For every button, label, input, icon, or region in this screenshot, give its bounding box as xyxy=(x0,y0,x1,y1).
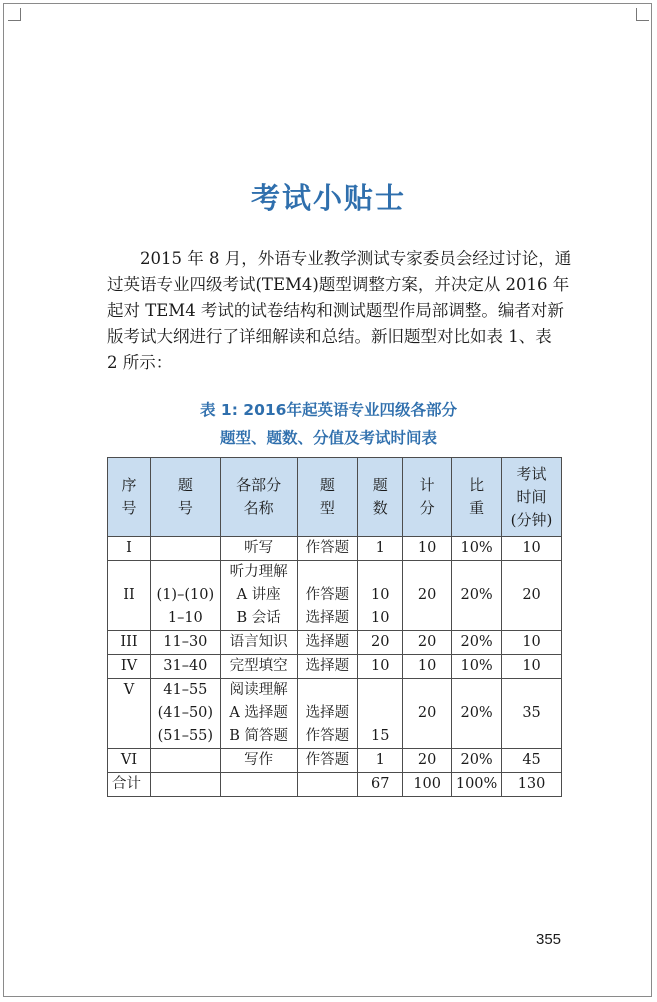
exam-structure-table xyxy=(107,457,562,797)
table-cell-seq: III xyxy=(108,631,151,655)
table-cell-name xyxy=(220,679,297,749)
column-header-line: (分钟) xyxy=(510,510,553,529)
column-header xyxy=(220,458,297,537)
table-caption-line2: 题型、题数、分值及考试时间表 xyxy=(219,429,437,447)
table-cell-line: 10 xyxy=(371,587,390,603)
table-row xyxy=(108,561,562,631)
table-caption-line1: 表 1: 2016年起英语专业四级各部分 xyxy=(200,401,457,419)
table-cell-line: 听力理解 xyxy=(229,564,288,580)
table-cell-count xyxy=(358,773,403,797)
column-header xyxy=(502,458,562,537)
column-header-line: 题 xyxy=(319,476,335,494)
column-header xyxy=(403,458,452,537)
table-cell-line: 听写 xyxy=(244,540,274,556)
table-cell-time: 35 xyxy=(502,679,562,749)
table-cell-name xyxy=(220,631,297,655)
table-cell-seq: I xyxy=(108,537,151,561)
paragraph-line: 2 所示： xyxy=(107,353,173,372)
table-cell-count xyxy=(358,655,403,679)
table-cell-score: 20 xyxy=(403,679,452,749)
paragraph-line: 过英语专业四级考试(TEM4)题型调整方案，并决定从 2016 年 xyxy=(107,275,570,294)
column-header-line: 分 xyxy=(419,499,435,517)
table-cell-line: 1–10 xyxy=(167,610,203,626)
table-cell-score: 10 xyxy=(403,655,452,679)
table-cell-line: 1 xyxy=(375,752,385,768)
column-header-line: 计 xyxy=(419,476,435,494)
column-header-line: 名称 xyxy=(243,499,274,517)
table-cell-line: B 简答题 xyxy=(229,728,288,744)
intro-paragraph xyxy=(107,246,575,376)
column-header xyxy=(108,458,151,537)
table-cell-line: 15 xyxy=(371,728,390,744)
table-cell-line: 1 xyxy=(375,540,385,556)
table-cell-range xyxy=(150,773,220,797)
table-cell-time: 130 xyxy=(502,773,562,797)
column-header-line: 题 xyxy=(177,476,193,494)
paragraph-line: 2015 年 8 月，外语专业教学测试专家委员会经过讨论，通 xyxy=(140,249,572,268)
table-cell-weight: 20% xyxy=(452,749,502,773)
table-cell-line: 选择题 xyxy=(305,610,350,626)
crop-mark-top-right xyxy=(636,8,649,21)
table-row xyxy=(108,537,562,561)
table-cell-line: B 会话 xyxy=(236,610,281,626)
table-cell-count xyxy=(358,679,403,749)
page-title: 考试小贴士 xyxy=(250,181,406,215)
table-header-row xyxy=(108,458,562,537)
table-cell-time: 20 xyxy=(502,561,562,631)
column-header-line: 时间 xyxy=(516,487,547,506)
table-cell-seq: 合计 xyxy=(108,773,151,797)
table-cell-line: 作答题 xyxy=(305,752,350,768)
table-cell-line: 写作 xyxy=(244,752,274,768)
table-cell-line: 41–55 xyxy=(163,682,208,698)
table-cell-seq: V xyxy=(108,679,151,749)
table-cell-range xyxy=(150,561,220,631)
table-cell-line: 选择题 xyxy=(305,705,350,721)
column-header xyxy=(297,458,358,537)
table-row xyxy=(108,749,562,773)
table-cell-score: 10 xyxy=(403,537,452,561)
table-cell-name xyxy=(220,561,297,631)
column-header-line: 序 xyxy=(121,476,137,494)
table-cell-type xyxy=(297,561,358,631)
table-cell-name xyxy=(220,537,297,561)
table-cell-line: (51–55) xyxy=(157,728,214,744)
table-cell-time: 45 xyxy=(502,749,562,773)
table-cell-name xyxy=(220,773,297,797)
table-cell-seq: II xyxy=(108,561,151,631)
table-cell-range xyxy=(150,679,220,749)
table-cell-range xyxy=(150,631,220,655)
table-cell-count xyxy=(358,749,403,773)
table-cell-line: 作答题 xyxy=(305,728,350,744)
table-cell-name xyxy=(220,749,297,773)
column-header-line: 考试 xyxy=(516,464,547,483)
table-cell-line: 阅读理解 xyxy=(229,682,288,698)
column-header-line: 比 xyxy=(469,476,485,494)
table-cell-line: 31–40 xyxy=(163,658,208,674)
table-cell-type xyxy=(297,749,358,773)
table-cell-line: 作答题 xyxy=(305,540,350,556)
table-cell-weight: 10% xyxy=(452,537,502,561)
table-cell-type xyxy=(297,679,358,749)
crop-mark-top-left xyxy=(8,8,21,21)
table-cell-type xyxy=(297,537,358,561)
column-header-line: 号 xyxy=(121,499,137,517)
table-cell-count xyxy=(358,561,403,631)
column-header xyxy=(358,458,403,537)
paragraph-line: 起对 TEM4 考试的试卷结构和测试题型作局部调整。编者对新 xyxy=(107,301,564,320)
table-cell-line: 选择题 xyxy=(305,634,350,650)
table-cell-line: (1)–(10) xyxy=(156,587,215,603)
table-row xyxy=(108,655,562,679)
column-header-line: 各部分 xyxy=(236,476,282,494)
table-cell-line: 10 xyxy=(371,610,390,626)
table-cell-seq: VI xyxy=(108,749,151,773)
table-cell-line: 作答题 xyxy=(305,587,350,603)
table-cell-line: 完型填空 xyxy=(229,658,288,674)
table-row xyxy=(108,631,562,655)
column-header xyxy=(150,458,220,537)
table-cell-line: 20 xyxy=(371,634,390,650)
table-cell-name xyxy=(220,655,297,679)
table-cell-line: 10 xyxy=(371,658,390,674)
column-header xyxy=(452,458,502,537)
table-cell-range xyxy=(150,537,220,561)
table-cell-type xyxy=(297,655,358,679)
table-cell-time: 10 xyxy=(502,655,562,679)
table-cell-time: 10 xyxy=(502,631,562,655)
table-cell-range xyxy=(150,749,220,773)
table-cell-line: 选择题 xyxy=(305,658,350,674)
column-header-line: 号 xyxy=(177,499,193,517)
table-cell-line: 语言知识 xyxy=(229,634,288,650)
table-cell-score: 100 xyxy=(403,773,452,797)
table-cell-line: (41–50) xyxy=(157,705,214,721)
paragraph-line: 版考试大纲进行了详细解读和总结。新旧题型对比如表 1、表 xyxy=(107,327,552,346)
table-cell-weight: 20% xyxy=(452,679,502,749)
table-cell-score: 20 xyxy=(403,561,452,631)
table-cell-type xyxy=(297,631,358,655)
table-row xyxy=(108,679,562,749)
table-cell-seq: IV xyxy=(108,655,151,679)
table-cell-range xyxy=(150,655,220,679)
table-row xyxy=(108,773,562,797)
table-cell-count xyxy=(358,631,403,655)
table-cell-line: A 讲座 xyxy=(236,587,281,603)
table-cell-score: 20 xyxy=(403,749,452,773)
table-cell-count xyxy=(358,537,403,561)
table-cell-line: 67 xyxy=(371,776,390,792)
table-cell-line: 11–30 xyxy=(163,634,208,650)
table-cell-weight: 10% xyxy=(452,655,502,679)
column-header-line: 数 xyxy=(372,499,388,517)
page-number: 355 xyxy=(536,931,562,948)
table-cell-weight: 100% xyxy=(452,773,502,797)
column-header-line: 型 xyxy=(319,499,335,517)
table-cell-line: A 选择题 xyxy=(229,705,288,721)
table-cell-time: 10 xyxy=(502,537,562,561)
table-cell-score: 20 xyxy=(403,631,452,655)
column-header-line: 题 xyxy=(372,476,388,494)
table-cell-weight: 20% xyxy=(452,631,502,655)
table-cell-weight: 20% xyxy=(452,561,502,631)
table-cell-type xyxy=(297,773,358,797)
column-header-line: 重 xyxy=(469,499,485,517)
